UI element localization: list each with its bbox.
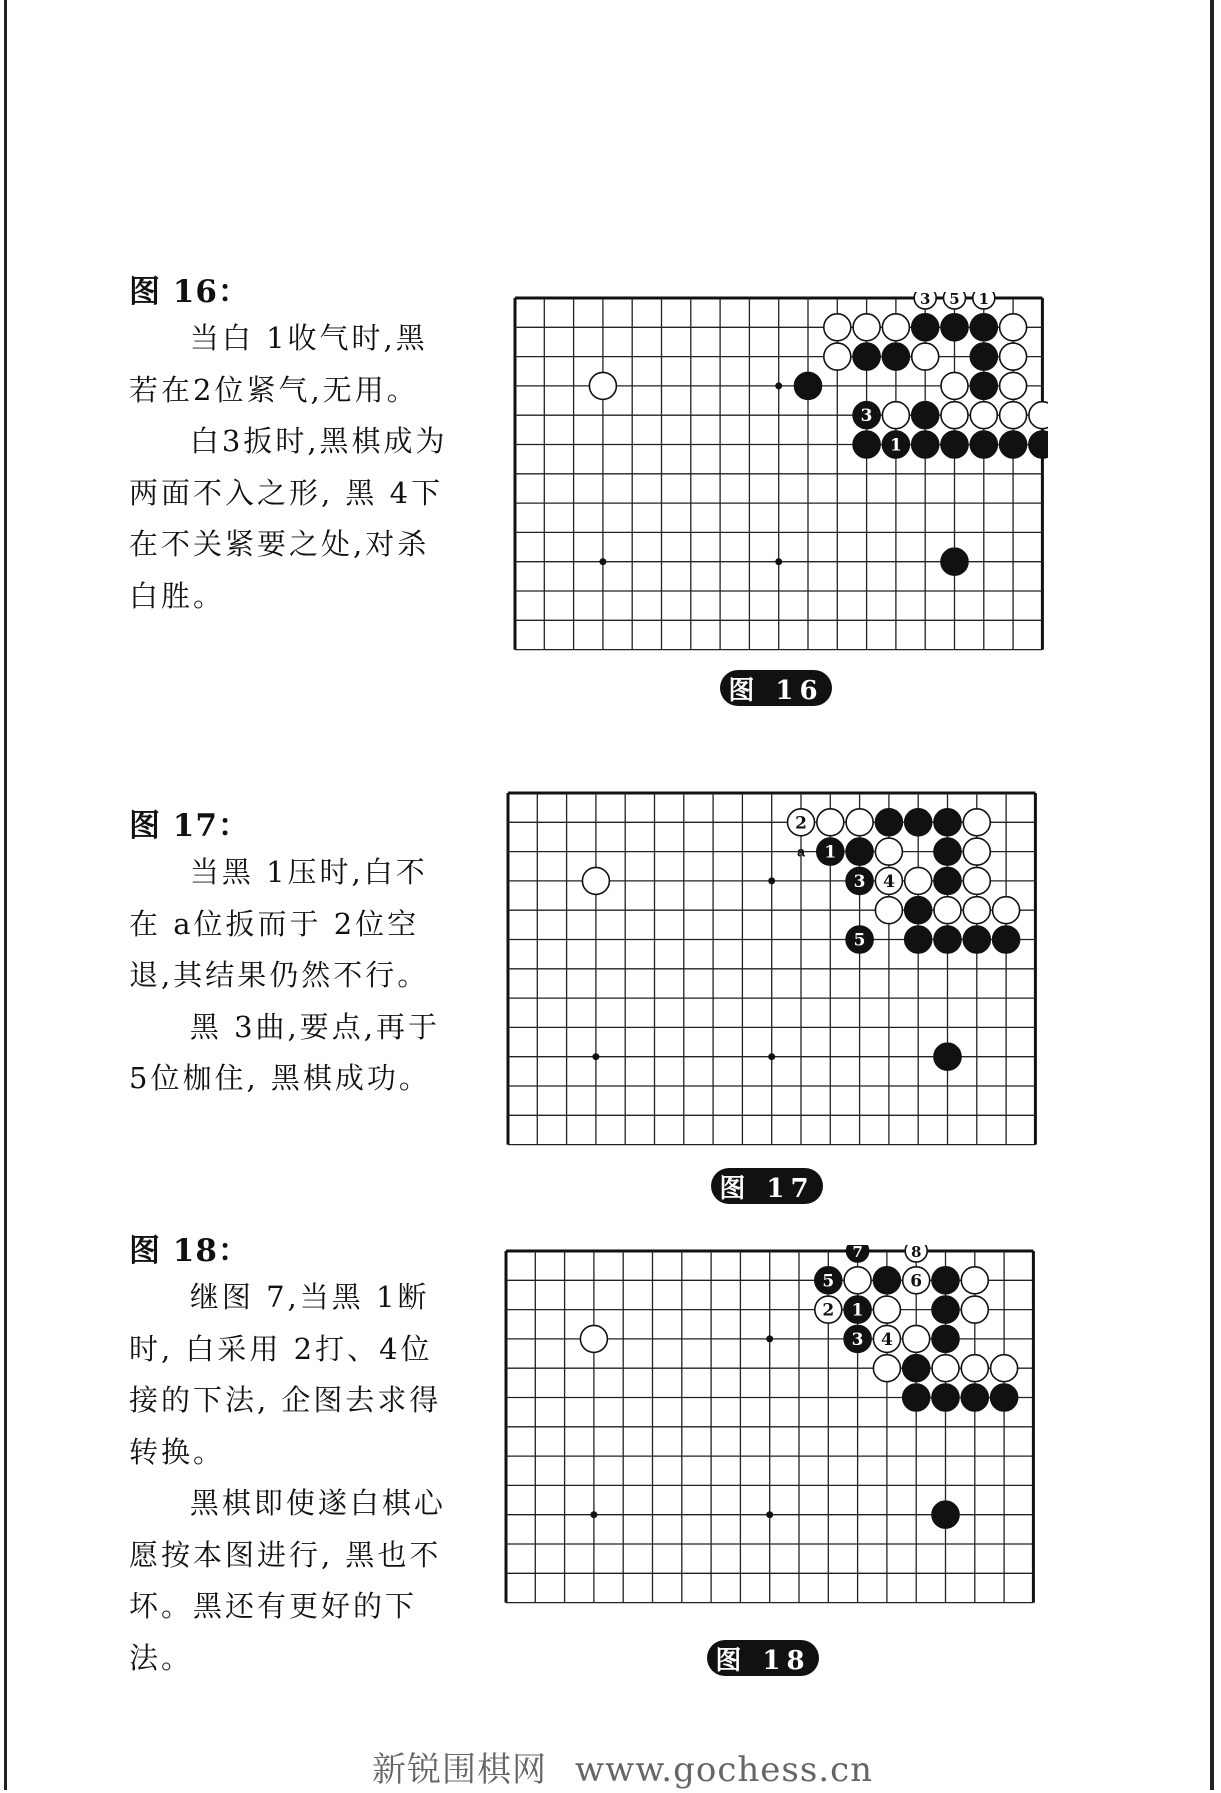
black-stone [991, 1384, 1018, 1411]
star-point [768, 877, 775, 884]
black-stone [932, 1384, 959, 1411]
black-stone [853, 431, 880, 458]
black-stone [846, 838, 873, 865]
stone-move-number: 4 [882, 871, 895, 892]
black-stone [1029, 431, 1048, 458]
stone-move-number: 7 [852, 1245, 863, 1261]
white-stone [961, 1296, 988, 1323]
figure-16-caption: 图 16 [720, 670, 832, 706]
black-stone [903, 1355, 930, 1382]
figure-17-heading: 图 17： [129, 808, 250, 844]
white-stone [875, 838, 902, 865]
star-point [592, 1053, 599, 1060]
star-point [775, 382, 782, 389]
white-stone [941, 402, 968, 429]
white-stone [817, 809, 844, 836]
figure-18-caption: 图 18 [707, 1640, 819, 1676]
black-stone [932, 1325, 959, 1352]
stone-move-number: 5 [822, 1271, 835, 1292]
figure-18-heading: 图 18： [129, 1233, 250, 1269]
black-stone [795, 372, 822, 399]
black-stone [934, 867, 961, 894]
stone-move-number: 3 [860, 406, 873, 427]
white-stone [963, 867, 990, 894]
black-stone [941, 431, 968, 458]
white-stone [963, 809, 990, 836]
black-stone [873, 1267, 900, 1294]
black-stone [905, 897, 932, 924]
stone-move-number: 1 [824, 842, 837, 863]
figure-16-text [129, 313, 449, 622]
white-stone [934, 897, 961, 924]
black-stone [941, 548, 968, 575]
figure-18-text [129, 1272, 449, 1684]
stone-move-number: 3 [919, 292, 931, 308]
star-point [766, 1511, 773, 1518]
white-stone [912, 343, 939, 370]
black-stone [993, 926, 1020, 953]
black-stone [912, 431, 939, 458]
black-stone [903, 1384, 930, 1411]
white-stone [824, 314, 851, 341]
site-watermark [372, 1742, 901, 1791]
black-stone [875, 809, 902, 836]
stone-move-number: 3 [851, 1329, 864, 1350]
black-stone [934, 1043, 961, 1070]
white-stone [846, 809, 873, 836]
white-stone [1000, 314, 1027, 341]
stone-move-number: 6 [910, 1271, 923, 1292]
black-stone [934, 926, 961, 953]
black-stone [963, 926, 990, 953]
black-stone [934, 838, 961, 865]
figure-18-paragraph-2: 黑棋即使遂白棋心愿按本图进行, 黑也不坏。黑还有更好的下法。 [129, 1486, 446, 1675]
figure-16-go-board [507, 292, 1048, 652]
stone-move-number: 8 [910, 1245, 922, 1261]
star-point [590, 1511, 597, 1518]
stone-move-number: 2 [795, 813, 807, 834]
star-point [775, 558, 782, 565]
stone-move-number: 5 [853, 930, 866, 951]
black-stone [941, 314, 968, 341]
black-stone [905, 926, 932, 953]
figure-17-go-board [500, 787, 1041, 1147]
figure-16-paragraph-1: 当白 1收气时,黑若在2位紧气,无用。 [129, 321, 428, 407]
white-stone [882, 314, 909, 341]
figure-16-paragraph-2: 白3扳时,黑棋成为两面不入之形, 黑 4下在不关紧要之处,对杀白胜。 [129, 424, 448, 613]
white-stone [932, 1355, 959, 1382]
white-stone [1000, 402, 1027, 429]
black-stone [961, 1384, 988, 1411]
black-stone [905, 809, 932, 836]
figure-17-caption: 图 17 [711, 1168, 823, 1204]
figure-18-go-board [498, 1245, 1039, 1615]
white-stone [963, 897, 990, 924]
stone-move-number: 3 [853, 871, 866, 892]
book-page [4, 0, 1214, 1790]
white-stone [963, 838, 990, 865]
white-stone [580, 1325, 607, 1352]
black-stone [932, 1296, 959, 1323]
black-stone [970, 372, 997, 399]
figure-18-paragraph-1: 继图 7,当黑 1断时, 白采用 2打、4位接的下法, 企图去求得转换。 [129, 1280, 442, 1469]
white-stone [875, 897, 902, 924]
black-stone [932, 1501, 959, 1528]
stone-move-number: 4 [880, 1329, 893, 1350]
stone-move-number: 1 [978, 292, 990, 308]
stone-move-number: 5 [949, 292, 960, 308]
white-stone [873, 1296, 900, 1323]
white-stone [853, 314, 880, 341]
black-stone [912, 314, 939, 341]
black-stone [853, 343, 880, 370]
white-stone [991, 1355, 1018, 1382]
stone-move-number: 2 [822, 1300, 835, 1321]
white-stone [844, 1267, 871, 1294]
white-stone [882, 402, 909, 429]
white-stone [824, 343, 851, 370]
white-stone [1000, 372, 1027, 399]
black-stone [934, 809, 961, 836]
black-stone [970, 431, 997, 458]
watermark-site-name: 新锐围棋网 [372, 1750, 547, 1790]
black-stone [932, 1267, 959, 1294]
black-stone [882, 343, 909, 370]
watermark-url: www.gochess.cn [575, 1750, 874, 1790]
black-stone [970, 343, 997, 370]
white-stone [582, 867, 609, 894]
white-stone [970, 402, 997, 429]
black-stone [970, 314, 997, 341]
white-stone [873, 1355, 900, 1382]
figure-17-paragraph-1: 当黑 1压时,白不在 a位扳而于 2位空退,其结果仍然不行。 [129, 855, 430, 992]
black-stone [912, 402, 939, 429]
black-stone [1000, 431, 1027, 458]
white-stone [1029, 402, 1048, 429]
white-stone [1000, 343, 1027, 370]
figure-16-heading: 图 16： [129, 274, 250, 310]
stone-move-number: 1 [851, 1300, 864, 1321]
white-stone [903, 1325, 930, 1352]
white-stone [941, 372, 968, 399]
white-stone [993, 897, 1020, 924]
star-point [599, 558, 606, 565]
figure-17-paragraph-2: 黑 3曲,要点,再于 5位枷住, 黑棋成功。 [129, 1009, 440, 1095]
white-stone [961, 1355, 988, 1382]
star-point [766, 1335, 773, 1342]
figure-17-text [129, 847, 449, 1105]
white-stone [961, 1267, 988, 1294]
white-stone [905, 867, 932, 894]
board-letter-mark: a [797, 843, 805, 860]
star-point [768, 1053, 775, 1060]
white-stone [589, 372, 616, 399]
stone-move-number: 1 [889, 435, 902, 456]
